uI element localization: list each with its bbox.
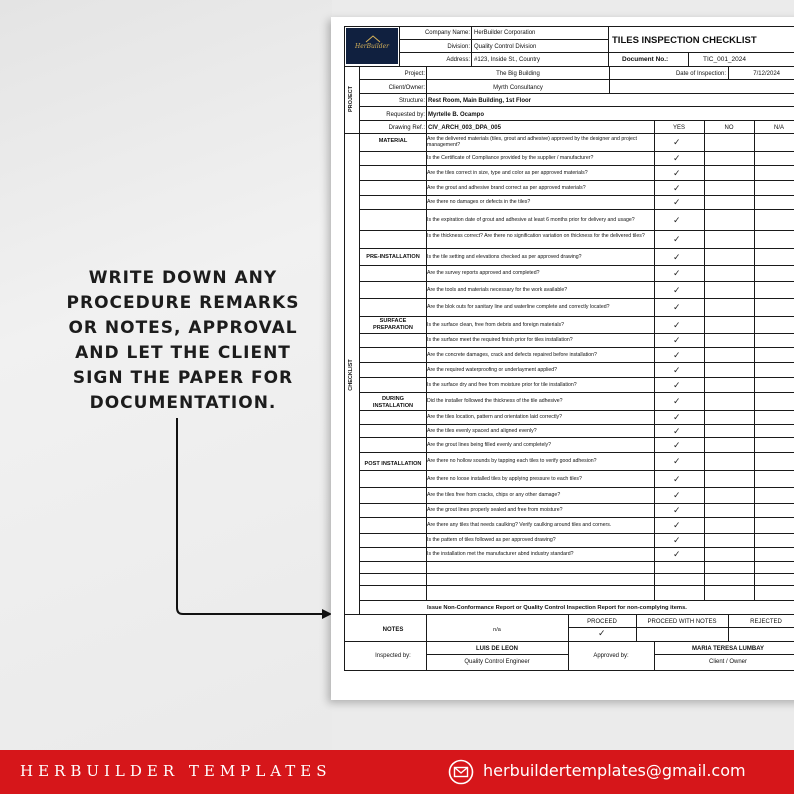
- checklist-question: Did the installer followed the thickness of the tile adhesive?: [427, 398, 563, 404]
- grid-line: [359, 133, 794, 134]
- division-label: Division:: [447, 44, 470, 50]
- yes-check-icon[interactable]: ✓: [673, 490, 681, 500]
- yes-check-icon[interactable]: ✓: [673, 214, 681, 225]
- inspector-name: LUIS DE LEON: [475, 646, 518, 652]
- grid-line: [654, 120, 655, 600]
- grid-line: [359, 120, 794, 121]
- section-pre-installation: PRE-INSTALLATION: [366, 254, 420, 260]
- instruction-line: SIGN THE PAPER FOR: [72, 368, 294, 388]
- yes-check-icon[interactable]: ✓: [673, 520, 681, 530]
- section-material: MATERIAL: [378, 138, 408, 144]
- company-logo: [346, 28, 398, 64]
- inspected-by-label: Inspected by:: [375, 653, 411, 659]
- yes-check-icon[interactable]: ✓: [673, 234, 681, 244]
- grid-line: [359, 316, 794, 317]
- company-name-value: HerBuilder Corporation: [474, 30, 536, 36]
- issue-ncr-note: Issue Non-Conformance Report or Quality Control Inspection Report for non-complying items.: [427, 605, 687, 611]
- checklist-question: Is the surface dry and free from moisture prior for tile installation?: [427, 381, 577, 388]
- instruction-line: WRITE DOWN ANY: [88, 268, 278, 288]
- checklist-question: Is the Certificate of Compliance provided by the supplier / manufacturer?: [427, 155, 594, 161]
- yes-check-icon[interactable]: ✓: [673, 456, 681, 466]
- footer-brand: HERBUILDER TEMPLATES: [20, 762, 332, 780]
- grid-line: [399, 39, 608, 40]
- grid-line: [359, 410, 794, 411]
- grid-line: [608, 26, 609, 66]
- yes-check-icon[interactable]: ✓: [673, 473, 681, 484]
- drawing-ref-label: Drawing Ref.:: [388, 125, 425, 131]
- address-label: Address:: [446, 57, 470, 63]
- grid-line: [359, 573, 794, 574]
- yes-check-icon[interactable]: ✓: [673, 319, 681, 330]
- yes-check-icon[interactable]: ✓: [673, 197, 681, 207]
- checklist-question: Are the concrete damages, crack and defects repaired before installation?: [427, 351, 597, 358]
- grid-line: [359, 333, 794, 334]
- checklist-question: Are the blok outs for sanitary line and waterline complete and correctly located?: [427, 304, 610, 310]
- section-surface-preparation: SURFACE PREPARATION: [373, 318, 413, 331]
- yes-check-icon[interactable]: ✓: [673, 535, 681, 545]
- checklist-question: Are the grout lines properly sealed and free from moisture?: [427, 507, 563, 513]
- project-value: The Big Building: [496, 71, 540, 77]
- yes-check-icon[interactable]: ✓: [673, 137, 681, 147]
- client-label: Client/Owner:: [388, 85, 425, 91]
- grid-line: [471, 26, 472, 66]
- grid-line: [359, 377, 794, 378]
- document-no-label: Document No.:: [622, 56, 669, 63]
- proceed-check-icon: ✓: [598, 628, 606, 638]
- checklist-question: Are the grout lines being filled evenly and completely?: [427, 441, 551, 448]
- approver-role: Client / Owner: [708, 659, 747, 665]
- checklist-question: Are the grout and adhesive brand correct as per approved materials?: [427, 184, 586, 191]
- grid-line: [359, 585, 794, 586]
- footer-email[interactable]: herbuildertemplates@gmail.com: [483, 761, 746, 780]
- yes-check-icon[interactable]: ✓: [673, 549, 681, 559]
- yes-check-icon[interactable]: ✓: [673, 379, 681, 390]
- checklist-question: Are the survey reports approved and completed?: [427, 270, 540, 276]
- grid-line: [359, 281, 794, 282]
- checklist-question: Are the tools and materials necessary for the work available?: [427, 286, 568, 293]
- grid-line: [359, 93, 794, 94]
- checklist-question: Are the tiles location, pattern and orientation laid correctly?: [427, 414, 562, 420]
- checklist-question: Are the required waterproofing or underlayment applied?: [427, 366, 558, 373]
- approved-by-label: Approved by:: [593, 653, 629, 659]
- grid-line: [359, 347, 794, 348]
- inspector-role: Quality Control Engineer: [464, 659, 530, 665]
- checklist-question: Are there any tiles that needs caulking? Verify caulking around tiles and corners.: [427, 522, 612, 528]
- yes-check-icon[interactable]: ✓: [673, 335, 681, 345]
- drawing-ref-value: CIV_ARCH_003_DPA_005: [428, 125, 501, 131]
- checklist-question: Are the tiles evenly spaced and aligned evenly?: [427, 427, 537, 434]
- notes-value: n/a: [493, 627, 501, 633]
- yes-check-icon[interactable]: ✓: [673, 349, 681, 360]
- grid-line: [359, 517, 794, 518]
- grid-line: [609, 66, 610, 93]
- grid-line: [359, 209, 794, 210]
- grid-line: [359, 437, 794, 438]
- grid-line: [359, 298, 794, 299]
- project-label: Project:: [404, 71, 425, 77]
- address-value: #123, Inside St., Country: [474, 57, 541, 63]
- yes-check-icon[interactable]: ✓: [673, 284, 681, 295]
- company-name-label: Company Name:: [424, 30, 470, 36]
- client-value: Myrth Consultancy: [493, 85, 543, 91]
- grid-line: [359, 547, 794, 548]
- instruction-line: AND LET THE CLIENT: [75, 343, 291, 363]
- section-during-installation: DURING INSTALLATION: [372, 396, 414, 409]
- division-value: Quality Control Division: [474, 44, 537, 50]
- grid-line: [359, 503, 794, 504]
- yes-check-icon[interactable]: ✓: [673, 302, 681, 312]
- grid-line: [426, 66, 427, 141]
- checklist-question: Is the tile setting and elevations checked as per approved drawing?: [427, 253, 582, 260]
- checklist-question: Is the thickness correct? Are there no signification variation on thickness for the delivered tiles?: [427, 233, 645, 239]
- structure-label: Structure:: [398, 98, 425, 104]
- yes-check-icon[interactable]: ✓: [673, 505, 681, 515]
- grid-line: [704, 120, 705, 600]
- yes-check-icon[interactable]: ✓: [673, 268, 681, 278]
- checklist-question: Is the installation met the manufacturer abnd industry standard?: [427, 551, 574, 557]
- yes-check-icon[interactable]: ✓: [673, 251, 681, 262]
- structure-value: Rest Room, Main Building, 1st Floor: [428, 98, 532, 104]
- grid-line: [399, 52, 608, 53]
- grid-line: [728, 66, 729, 80]
- column-yes: YES: [672, 125, 685, 131]
- grid-line: [344, 641, 794, 642]
- document-title: TILES INSPECTION CHECKLIST: [612, 35, 757, 46]
- grid-line: [344, 26, 794, 27]
- grid-line: [427, 654, 568, 655]
- checklist-question: Is the surface clean, free from debris and foreign materials?: [427, 321, 564, 328]
- footer-bar: [0, 750, 794, 794]
- grid-line: [359, 487, 794, 488]
- grid-line: [359, 106, 794, 107]
- document-no-value: TIC_001_2024: [703, 56, 747, 63]
- grid-line: [359, 230, 794, 231]
- proceed-with-notes-option[interactable]: PROCEED WITH NOTES: [647, 619, 717, 625]
- grid-line: [344, 66, 794, 67]
- proceed-option[interactable]: PROCEED: [587, 619, 617, 625]
- yes-check-icon[interactable]: ✓: [673, 439, 681, 450]
- column-na: N/A: [773, 125, 784, 131]
- grid-line: [359, 452, 794, 453]
- project-section-label: PROJECT: [348, 86, 354, 112]
- grid-line: [359, 424, 794, 425]
- checklist-question: Is the expiration date of grout and adhesive at least 6 months prior for delivery and usage?: [427, 216, 635, 223]
- section-post-installation: POST INSTALLATION: [364, 461, 422, 467]
- column-no: NO: [724, 125, 734, 131]
- checklist-question: Are there no loose installed tiles by applying pressure to each tiles?: [427, 475, 582, 482]
- inspection-date-label: Date of Inspection:: [675, 71, 726, 77]
- rejected-option[interactable]: REJECTED: [750, 619, 782, 625]
- grid-line: [608, 52, 794, 53]
- instruction-line: OR NOTES, APPROVAL: [68, 318, 298, 338]
- yes-check-icon[interactable]: ✓: [673, 396, 681, 406]
- yes-check-icon[interactable]: ✓: [673, 412, 681, 422]
- grid-line: [359, 362, 794, 363]
- grid-line: [344, 614, 794, 615]
- checklist-question: Are the tiles free from cracks, chips or any other damage?: [427, 492, 561, 498]
- approver-name: MARIA TERESA LUMBAY: [691, 646, 764, 652]
- yes-check-icon[interactable]: ✓: [673, 167, 681, 178]
- inspection-date-value: 7/12/2024: [753, 71, 780, 77]
- grid-line: [344, 670, 794, 671]
- grid-line: [359, 180, 794, 181]
- grid-line: [359, 265, 794, 266]
- yes-check-icon[interactable]: ✓: [673, 182, 681, 193]
- grid-line: [359, 561, 794, 562]
- grid-line: [359, 133, 360, 615]
- instruction-line: DOCUMENTATION.: [89, 393, 277, 413]
- checklist-question: Are the tiles correct in size, type and color as per approved materials?: [427, 169, 588, 176]
- checklist-question: Is the surface meet the required finish prior for tiles installation?: [427, 337, 573, 343]
- logo-text: HerBuilder: [354, 43, 390, 50]
- requested-label: Requested by:: [386, 112, 425, 118]
- yes-check-icon[interactable]: ✓: [673, 364, 681, 375]
- grid-line: [359, 165, 794, 166]
- mail-icon: [448, 759, 474, 785]
- checklist-question: Is the pattern of tiles followed as per approved drawing?: [427, 537, 556, 543]
- checklist-question: Are there no hollow sounds by tapping each tiles to verify good adhesion?: [427, 458, 597, 464]
- checklist-question: Are there no damages or defects in the tiles?: [427, 199, 531, 205]
- grid-line: [754, 120, 755, 600]
- grid-line: [359, 248, 794, 249]
- grid-line: [655, 654, 794, 655]
- notes-label: NOTES: [382, 627, 404, 633]
- checklist-question: Are the delivered materials (tiles, grout and adhesive) approved by the designer and project management?: [427, 136, 637, 148]
- grid-line: [359, 600, 794, 601]
- grid-line: [344, 26, 345, 671]
- grid-line: [359, 392, 794, 393]
- yes-check-icon[interactable]: ✓: [673, 425, 681, 436]
- yes-check-icon[interactable]: ✓: [673, 153, 681, 163]
- grid-line: [359, 151, 794, 152]
- instruction-line: PROCEDURE REMARKS: [66, 293, 300, 313]
- requested-value: Myrtelle B. Ocampo: [428, 112, 485, 118]
- checklist-section-label: CHECKLIST: [348, 359, 354, 391]
- grid-line: [359, 470, 794, 471]
- grid-line: [688, 52, 689, 66]
- grid-line: [359, 533, 794, 534]
- grid-line: [359, 195, 794, 196]
